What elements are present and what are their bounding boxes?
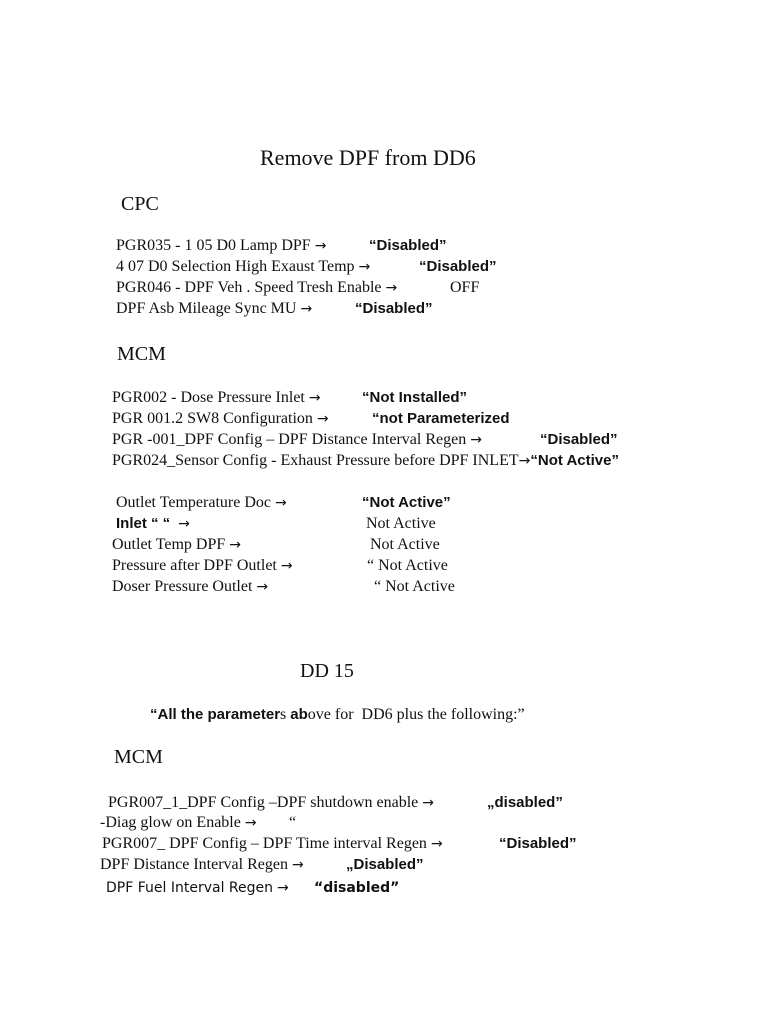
cpc-line-3 xyxy=(116,278,397,298)
page-title: Remove DPF from DD6 xyxy=(260,145,476,170)
arrow-icon: → xyxy=(277,880,289,896)
mcm2-line-3 xyxy=(102,834,443,854)
mcm2-line-1 xyxy=(108,793,434,813)
arrow-icon: → xyxy=(358,259,371,275)
arrow-icon: → xyxy=(422,795,434,811)
mcm-line-4 xyxy=(112,451,619,471)
section-heading-mcm-2: MCM xyxy=(114,746,163,768)
cpc-value-4: “Disabled” xyxy=(355,300,433,317)
cpc-value-2: “Disabled” xyxy=(419,258,497,275)
mcm-line-1 xyxy=(112,388,321,408)
note-bold-part: “All the parameter xyxy=(150,706,281,723)
param-text: Outlet Temp DPF xyxy=(112,536,226,553)
arrow-icon: → xyxy=(300,301,313,317)
sensor-line-4 xyxy=(112,556,293,576)
sensor-value-1: “Not Active” xyxy=(362,494,451,511)
mcm2-line-4 xyxy=(100,855,304,875)
section-heading-cpc: CPC xyxy=(121,193,159,215)
mcm-value-4: “Not Active” xyxy=(530,452,619,469)
sensor-value-2: Not Active xyxy=(366,515,436,532)
param-text: PGR007_ DPF Config – DPF Time interval Regen xyxy=(102,835,427,852)
sensor-value-3: Not Active xyxy=(370,536,440,553)
mcm2-value-1: „disabled” xyxy=(487,794,563,811)
mcm-value-1: “Not Installed” xyxy=(362,389,468,406)
mcm2-value-5: “disabled” xyxy=(314,880,400,896)
param-text: -Diag glow on Enable xyxy=(100,814,241,831)
arrow-icon: → xyxy=(244,815,257,831)
arrow-icon: → xyxy=(178,516,190,532)
mcm-value-3: “Disabled” xyxy=(540,431,618,448)
param-text: Doser Pressure Outlet xyxy=(112,578,253,595)
param-text: Inlet “ “ xyxy=(116,515,171,532)
sensor-line-5 xyxy=(112,577,268,597)
arrow-icon: → xyxy=(430,836,443,852)
param-text: DPF Distance Interval Regen xyxy=(100,856,288,873)
section-heading-dd15: DD 15 xyxy=(300,660,354,682)
mcm-line-3 xyxy=(112,430,482,450)
param-text: PGR002 - Dose Pressure Inlet xyxy=(112,389,305,406)
sensor-value-5: “ Not Active xyxy=(374,578,455,595)
param-text: PGR 001.2 SW8 Configuration xyxy=(112,410,313,427)
cpc-value-3: OFF xyxy=(450,279,480,296)
param-text: PGR024_Sensor Config - Exhaust Pressure before DPF INLET xyxy=(112,452,519,469)
param-text: DPF Fuel Interval Regen xyxy=(106,880,273,896)
dd15-note xyxy=(150,705,525,725)
cpc-line-2 xyxy=(116,257,370,277)
param-text: 4 07 D0 Selection High Exaust Temp xyxy=(116,258,355,275)
mcm2-line-5 xyxy=(106,878,289,898)
param-text: PGR -001_DPF Config – DPF Distance Interval Regen xyxy=(112,431,467,448)
sensor-line-1 xyxy=(116,493,287,513)
arrow-icon: → xyxy=(256,579,269,595)
arrow-icon: → xyxy=(314,238,327,254)
mcm2-value-4: „Disabled” xyxy=(346,856,424,873)
note-bold-part-2: ab xyxy=(290,706,308,723)
mcm2-value-2: “ xyxy=(289,814,297,831)
cpc-line-1 xyxy=(116,236,326,256)
arrow-icon: → xyxy=(291,857,304,873)
mcm2-value-3: “Disabled” xyxy=(499,835,577,852)
arrow-icon: → xyxy=(518,453,531,469)
arrow-icon: → xyxy=(229,537,241,553)
param-text: PGR035 - 1 05 D0 Lamp DPF xyxy=(116,237,311,254)
note-s: s xyxy=(280,706,287,723)
param-text: PGR046 - DPF Veh . Speed Tresh Enable xyxy=(116,279,382,296)
arrow-icon: → xyxy=(280,558,293,574)
arrow-icon: → xyxy=(308,390,321,406)
note-rest: ove for DD6 plus the following:” xyxy=(307,706,525,723)
section-heading-mcm: MCM xyxy=(117,343,166,365)
cpc-value-1: “Disabled” xyxy=(369,237,447,254)
sensor-line-3 xyxy=(112,535,241,555)
param-text: Pressure after DPF Outlet xyxy=(112,557,277,574)
param-text: DPF Asb Mileage Sync MU xyxy=(116,300,297,317)
arrow-icon: → xyxy=(316,411,329,427)
arrow-icon: → xyxy=(274,495,287,511)
sensor-value-4: “ Not Active xyxy=(367,557,448,574)
mcm2-line-2 xyxy=(100,813,257,833)
mcm-line-2 xyxy=(112,409,329,429)
arrow-icon: → xyxy=(470,432,482,448)
cpc-line-4 xyxy=(116,299,312,319)
arrow-icon: → xyxy=(385,280,398,296)
mcm-value-2: “not Parameterized xyxy=(372,410,510,427)
param-text: Outlet Temperature Doc xyxy=(116,494,271,511)
param-text: PGR007_1_DPF Config –DPF shutdown enable xyxy=(108,794,419,811)
sensor-line-2 xyxy=(116,514,190,534)
